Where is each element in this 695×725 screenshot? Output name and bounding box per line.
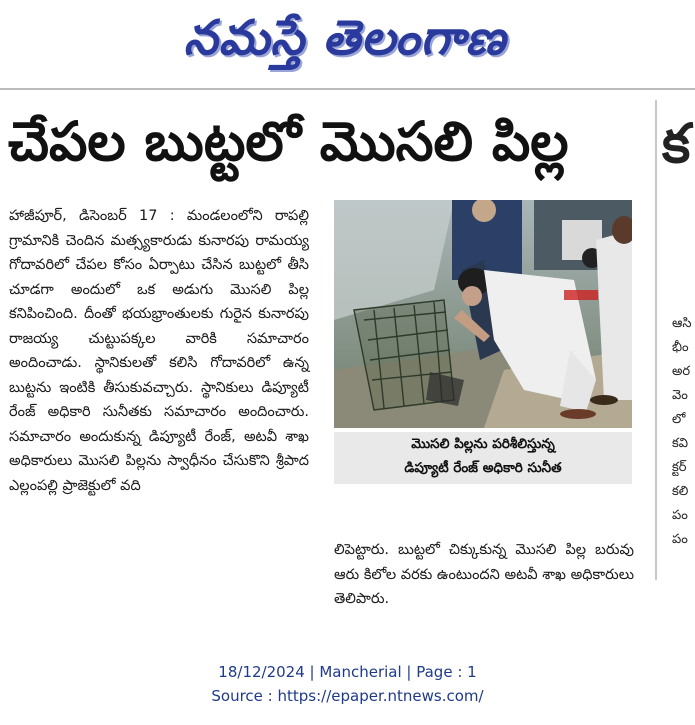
adjacent-article-column bbox=[672, 312, 695, 552]
article-body-column-2: లిపెట్టారు. బుట్టలో చిక్కుకున్న మొసలి పిల్ల బరువు ఆరు కిలోల వరకు ఉంటుందని అటవీ శాఖ అధికారులు తెలిపారు. bbox=[334, 542, 634, 607]
article-headline: చేపల బుట్టలో మొసలి పిల్ల bbox=[8, 110, 569, 173]
adjacent-line: కలి bbox=[672, 484, 689, 499]
masthead-logo: నమస్తే తెలంగాణ bbox=[183, 10, 507, 66]
masthead-divider bbox=[0, 88, 695, 90]
adjacent-line: వెం bbox=[672, 388, 688, 403]
column-divider bbox=[655, 100, 657, 580]
article-photo bbox=[334, 200, 632, 428]
adjacent-headline-fragment: క bbox=[662, 112, 691, 175]
article-body-column-1: హాజీపూర్‌, డిసెంబర్‌ 17 : మండలంలోని రాపల్లి గ్రామానికి చెందిన మత్స్యకారుడు కునారపు రామయ్య గోదావరిలో చేపల కోసం ఏర్పాటు చేసిన బుట్టలో తీసి చూడగా అందులో ఒక అడుగు మొసలి పిల్ల కనిపించింది. దీంతో భయభ్రాంతులకు గురైన కునారపు రాజయ్య చుట్టుపక్కల వారికి సమాచారం అందించాడు. స్థానికులతో కలిసి గోదావరిలో ఉన్న బుట్టను ఇంటికి తీసుకువచ్చారు. స్థానికులు డిప్యూటీ రేంజ్‌ అధికారి సునీతకు సమాచారం అందించారు. సమాచారం అందుకున్న డిప్యూటీ రేంజ్‌, అటవీ శాఖ అధికారులు మొసలి పిల్లను స్వాధీనం చేసుకొని శ్రీపాద ఎల్లంపల్లి ప్రాజెక్టులో వది bbox=[9, 208, 309, 494]
adjacent-line: క్టర్ bbox=[672, 460, 687, 475]
crocodile-inspection-photo bbox=[334, 200, 632, 428]
photo-caption bbox=[334, 432, 632, 484]
footer-date-edition: 18/12/2024 | Mancherial | Page : 1 bbox=[218, 663, 477, 681]
adjacent-line: ఆసి bbox=[672, 316, 692, 331]
caption-line-2: డిప్యూటీ రేంజ్‌ అధికారి సునీత bbox=[404, 460, 562, 476]
newspaper-masthead bbox=[0, 0, 695, 80]
footer-source[interactable]: Source : https://epaper.ntnews.com/ bbox=[211, 687, 484, 705]
caption-line-1: మొసలి పిల్లను పరిశీలిస్తున్న bbox=[411, 436, 555, 452]
adjacent-line: పం bbox=[672, 508, 688, 523]
page-footer bbox=[0, 660, 695, 708]
adjacent-line: భీం bbox=[672, 340, 689, 355]
adjacent-line: లో bbox=[672, 412, 686, 427]
adjacent-line: పం bbox=[672, 532, 688, 547]
adjacent-line: అర bbox=[672, 364, 691, 379]
adjacent-line: కవి bbox=[672, 436, 689, 451]
